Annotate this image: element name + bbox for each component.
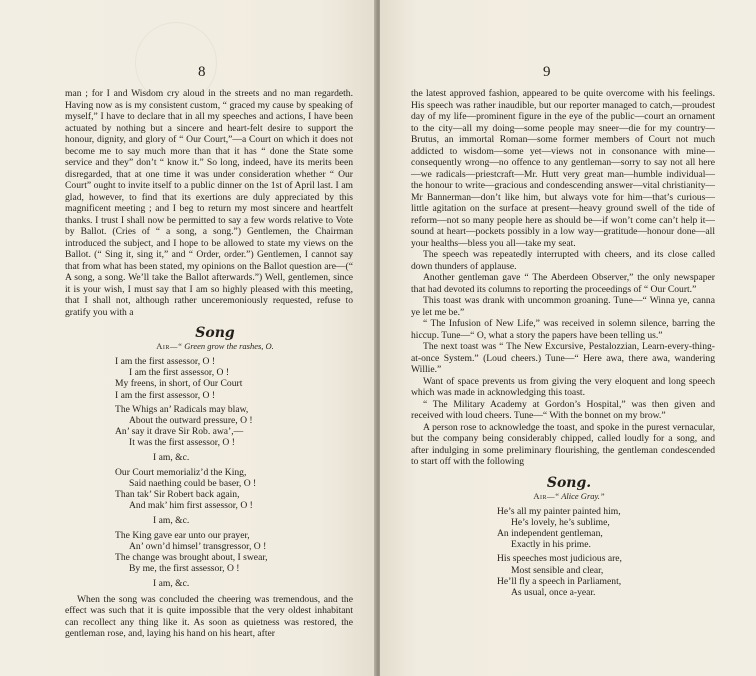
song-heading: Song. [546, 474, 592, 491]
verse-line: Exactly in his prime. [511, 539, 591, 551]
right-page [380, 0, 756, 676]
page-number-left: 8 [198, 64, 206, 80]
verse-line: The King gave ear unto our prayer, [115, 529, 250, 541]
verse-line: The change was brought about, I swear, [115, 552, 268, 564]
verse-line: I am the first assessor, O ! [129, 367, 230, 379]
paragraph: The next toast was “ The New Excursive, Pestalozzian, Learn-every-thing-at-once System.” (Loud cheers.) Tune—“ Here awa, there awa, wandering Willie.” [411, 341, 715, 375]
left-page-body [65, 88, 353, 640]
verse-line: I am the first assessor, O ! [115, 356, 216, 367]
air-label: Air [156, 341, 170, 351]
speech-paragraph: When the song was concluded the cheering was tremendous, and the effect was such that it is quite impossible that the very oldest inhabitant can recollect any thing like it. As soon as quietness was restored, the gentleman rose, and, laying his hand on his heart, after [65, 593, 353, 640]
verse-line: Said naething could be baser, O ! [129, 478, 257, 490]
page-number-right: 9 [543, 64, 551, 80]
verse-line: His speeches most judicious are, [497, 553, 622, 565]
song-verses [411, 506, 715, 599]
speech-paragraph: the latest approved fashion, appeared to be quite overcome with his feelings. His speech was rather inaudible, but our reporter managed to catch,—proudest day of my life—prominent figure in the eye of the public—court an ornament to the city—all my doing—some people may sneer—die for my country—Brutus, an immortal Roman—some former members of Court not much addicted to wisdom—some yet—views not in consonance with mine—consequently wrong—no offence to any gentleman—sorry to say not all here—we radicals—priestcraft—Mr. Hutt very great man—humble individual—the honour to write—gracious and condescending answer—vital christianity—Mr Bannerman—don’t like him, but always vote for him—that’s curious—little agitation on the surface at present—heavy ground swell of the tide of reform—not so many people here as should be—if won’t come can’t help it—sound at heart—pockets possibly in a low way—gratitude—honour done—all your healths—bless you all—take my seat. [411, 88, 715, 249]
verse-line: By me, the first assessor, O ! [129, 563, 240, 575]
paragraph: This toast was drank with uncommon groaning. Tune—“ Winna ye, canna ye let me be.” [411, 295, 715, 318]
stanza [115, 356, 353, 401]
verse-line: I am the first assessor, O ! [115, 389, 216, 401]
air-name: —“ Green grow the rashes, O. [169, 341, 274, 351]
song-heading: Song [195, 325, 235, 341]
verse-line: He’s all my painter painted him, [497, 505, 621, 517]
verse-line: It was the first assessor, O ! [129, 437, 235, 449]
verse-line: Most sensible and clear, [511, 564, 604, 576]
air-line [65, 341, 353, 352]
paragraph: A person rose to acknowledge the toast, and spoke in the purest vernacular, but the company being considerably chipped, called loudly for a song, and after indulging in some preliminary flourishing, the gentleman condescended to start off with the following [411, 421, 715, 467]
paragraph: “ The Military Academy at Gordon’s Hospital,” was then given and received with loud cheers. Tune—“ With the bonnet on my brow.” [411, 398, 715, 421]
song-verses [65, 356, 353, 589]
verse-line: As usual, once a-year. [511, 586, 596, 598]
verse-line: He’s lovely, he’s sublime, [511, 516, 610, 528]
verse-line: Than tak’ Sir Robert back again, [115, 489, 240, 501]
stanza [115, 404, 353, 449]
left-page [0, 0, 376, 676]
refrain: I am, &c. [153, 451, 190, 463]
paragraph: “ The Infusion of New Life,” was received in solemn silence, barring the hiccup. Tune—“ O, what a story the papers have been telling us.” [411, 318, 715, 341]
air-label: Air [533, 490, 547, 501]
verse-line: Our Court memorializ’d the King, [115, 466, 247, 478]
right-page-body [411, 88, 715, 601]
verse-line: An independent gentleman, [497, 527, 603, 539]
verse-line: And mak’ him first assessor, O ! [129, 500, 253, 512]
stanza [115, 467, 353, 512]
speech-paragraph: man ; for I and Wisdom cry aloud in the streets and no man regardeth. Having now as is my consistent custom, “ graced my cause by speaking of myself,” I have to declare that in all my speeches and actions, I have been actuated by nothing but a sincere and heart-felt desire to support the honour, dignity, and glory of “ Our Court,”—a Court on which it does not become me to say much more than that it has “ done the State some service and they” don’t “ know it.” So long, indeed, have its merits been disregarded, that at one time it was under consideration whether “ Our Court” ought to invite itself to a public dinner on the 1st of April last. I am glad, however, to find that its exertions are duly appreciated by this magnificent meeting ; and I beg to return my most sincere and heartfelt thanks. I trust I shall now be permitted to say a few words relative to Vote by Ballot. (Cries of “ a song, a song.”) Gentlemen, the Chairman introduced the subject, and I hope to be allowed to state my views on the Ballot. (“ Sing it, sing it,” and “ Order, order.”) Gentlemen, I cannot say that from what has been stated, my opinions on the Ballot question are—(“ A song, a song. We’ll take the Ballot afterwards.”) Well, gentlemen, since it is your wish, I must say that I am so highly pleased with this meeting, that I shall not, although rather unceremoniously requested, refuse to gratify you with a [65, 88, 353, 318]
verse-line: He’ll fly a speech in Parliament, [497, 575, 622, 587]
verse-line: About the outward pressure, O ! [129, 415, 253, 427]
air-name: —“ Alice Gray.” [546, 490, 605, 501]
stanza [497, 553, 715, 598]
refrain: I am, &c. [153, 577, 190, 589]
verse-line: An’ own’d himsel’ transgressor, O ! [129, 541, 267, 553]
stanza [497, 506, 715, 551]
paragraph: Want of space prevents us from giving the very eloquent and long speech which was made in acknowledging this toast. [411, 375, 715, 398]
air-line [411, 491, 715, 502]
paragraph: Another gentleman gave “ The Aberdeen Observer,” the only newspaper that had devoted its columns to reporting the proceedings of “ Our Court.” [411, 272, 715, 295]
stanza [115, 530, 353, 575]
paragraph: The speech was repeatedly interrupted with cheers, and its close called down thunders of applause. [411, 249, 715, 272]
verse-line: An’ say it drave Sir Rob. awa’,— [115, 426, 244, 438]
verse-line: The Whigs an’ Radicals may blaw, [115, 403, 249, 415]
verse-line: My freens, in short, of Our Court [115, 378, 243, 390]
refrain: I am, &c. [153, 514, 190, 526]
